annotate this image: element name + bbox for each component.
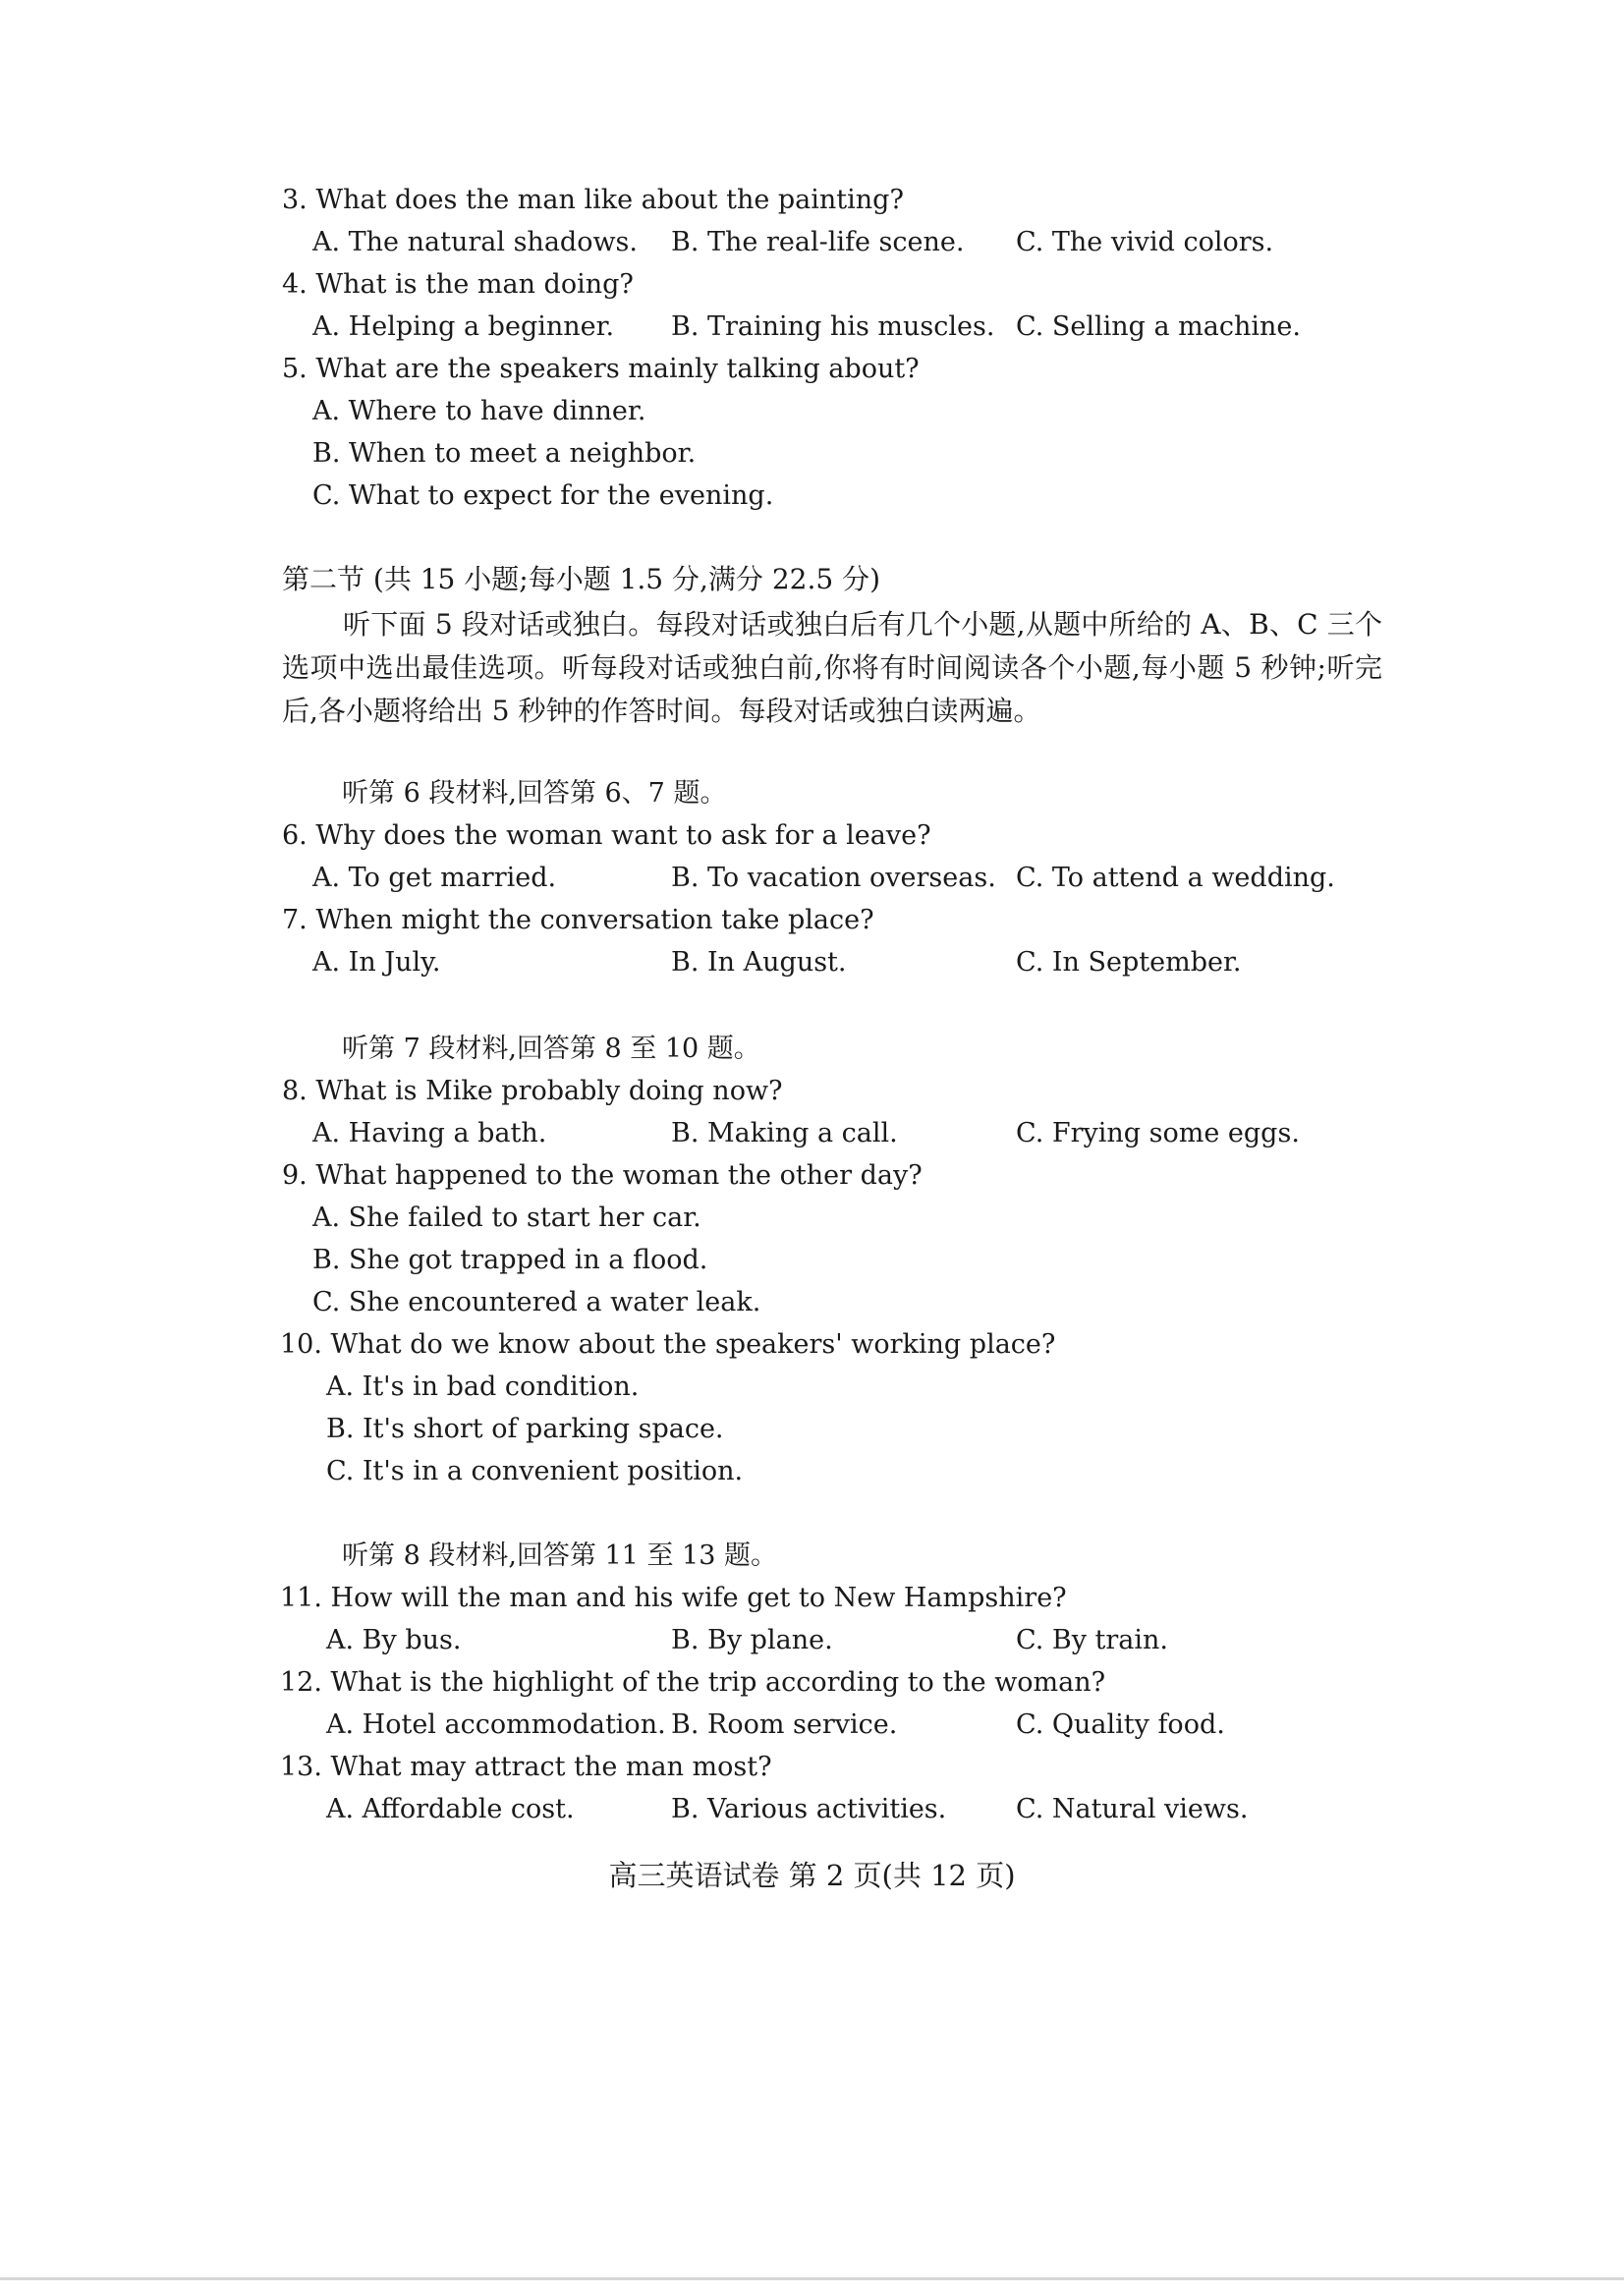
option-b: B. Room service. bbox=[671, 1709, 898, 1740]
option-c: C. She encountered a water leak. bbox=[312, 1287, 761, 1317]
option-b: B. The real-life scene. bbox=[671, 227, 965, 257]
section-instructions: 听下面 5 段对话或独白。每段对话或独白后有几个小题,从题中所给的 A、B、C 三个选项中选出最佳选项。听每段对话或独白前,你将有时间阅读各个小题,每小题 5 秒钟;听完后,各小题将给出 5 秒钟的作答时间。每段对话或独白读两遍。 bbox=[282, 608, 1382, 727]
option-b: B. It's short of parking space. bbox=[326, 1414, 724, 1444]
option-b: B. She got trapped in a flood. bbox=[312, 1245, 708, 1275]
option-c: C. What to expect for the evening. bbox=[312, 480, 774, 511]
option-c: C. To attend a wedding. bbox=[1016, 863, 1335, 893]
option-b: B. By plane. bbox=[671, 1625, 833, 1655]
question-stem: 3. What does the man like about the painting? bbox=[282, 185, 904, 215]
option-a: A. Helping a beginner. bbox=[312, 311, 615, 342]
group-label: 听第 7 段材料,回答第 8 至 10 题。 bbox=[342, 1034, 760, 1064]
option-a: A. Having a bath. bbox=[312, 1118, 547, 1148]
option-a: A. She failed to start her car. bbox=[312, 1203, 701, 1233]
option-a: A. To get married. bbox=[312, 863, 557, 893]
question-stem: 8. What is Mike probably doing now? bbox=[282, 1076, 783, 1106]
option-a: A. By bus. bbox=[326, 1625, 462, 1655]
scan-edge-divider bbox=[0, 2277, 1624, 2280]
option-c: C. It's in a convenient position. bbox=[326, 1456, 744, 1486]
page-footer: 高三英语试卷 第 2 页(共 12 页) bbox=[608, 1859, 1016, 1892]
option-b: B. When to meet a neighbor. bbox=[312, 438, 697, 469]
group-label: 听第 6 段材料,回答第 6、7 题。 bbox=[342, 778, 727, 809]
option-a: A. It's in bad condition. bbox=[326, 1371, 640, 1402]
question-stem: 5. What are the speakers mainly talking about? bbox=[282, 354, 920, 384]
option-c: C. Natural views. bbox=[1016, 1794, 1249, 1824]
question-stem: 12. What is the highlight of the trip according to the woman? bbox=[280, 1667, 1106, 1698]
option-c: C. Selling a machine. bbox=[1016, 311, 1301, 342]
option-b: B. Training his muscles. bbox=[671, 311, 995, 342]
option-b: B. Various activities. bbox=[671, 1794, 947, 1824]
option-a: A. Where to have dinner. bbox=[312, 396, 646, 426]
option-a: A. In July. bbox=[312, 947, 441, 978]
option-b: B. To vacation overseas. bbox=[671, 863, 996, 893]
question-stem: 6. Why does the woman want to ask for a leave? bbox=[282, 820, 931, 851]
option-a: A. Affordable cost. bbox=[326, 1794, 575, 1824]
option-c: C. Quality food. bbox=[1016, 1709, 1225, 1740]
option-c: C. Frying some eggs. bbox=[1016, 1118, 1300, 1148]
question-stem: 13. What may attract the man most? bbox=[280, 1752, 772, 1782]
option-c: C. By train. bbox=[1016, 1625, 1168, 1655]
section-heading: 第二节 (共 15 小题;每小题 1.5 分,满分 22.5 分) bbox=[282, 563, 880, 595]
question-stem: 4. What is the man doing? bbox=[282, 269, 634, 300]
option-b: B. Making a call. bbox=[671, 1118, 898, 1148]
option-a: A. The natural shadows. bbox=[312, 227, 639, 257]
question-stem: 10. What do we know about the speakers' working place? bbox=[280, 1329, 1056, 1360]
question-stem: 9. What happened to the woman the other day? bbox=[282, 1160, 923, 1191]
option-c: C. In September. bbox=[1016, 947, 1242, 978]
option-c: C. The vivid colors. bbox=[1016, 227, 1274, 257]
group-label: 听第 8 段材料,回答第 11 至 13 题。 bbox=[342, 1540, 777, 1571]
option-a: A. Hotel accommodation. bbox=[326, 1709, 666, 1740]
question-stem: 11. How will the man and his wife get to New Hampshire? bbox=[280, 1583, 1067, 1613]
question-stem: 7. When might the conversation take place? bbox=[282, 905, 874, 935]
option-b: B. In August. bbox=[671, 947, 847, 978]
